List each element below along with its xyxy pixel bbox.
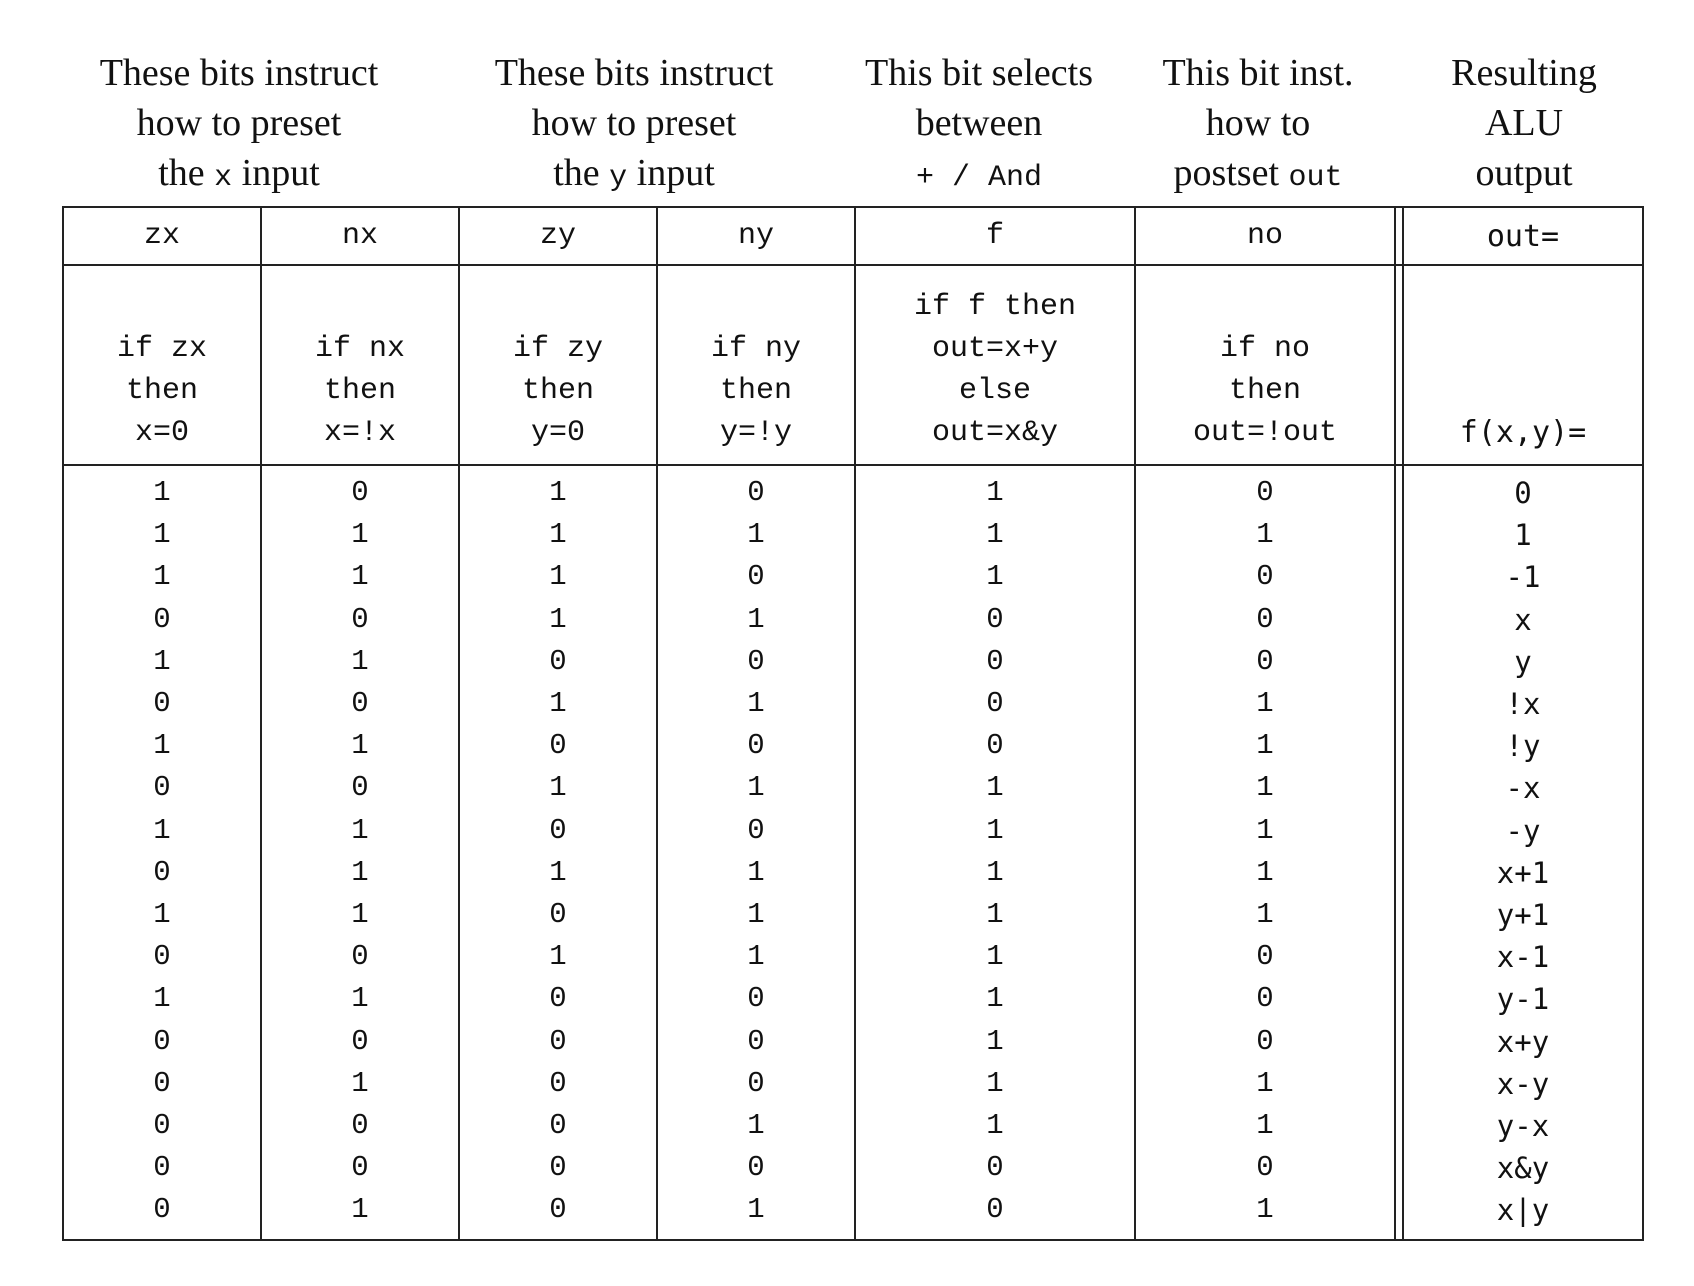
- table-row: [63, 810, 1643, 852]
- double-rule: [1395, 1063, 1403, 1105]
- cell-zy: 1: [459, 767, 657, 809]
- cell-out: x-1: [1403, 936, 1643, 978]
- cell-zx: 0: [63, 1020, 261, 1062]
- cell-out: 1: [1403, 514, 1643, 556]
- cell-zy: 1: [459, 465, 657, 514]
- cell-ny: 1: [657, 683, 855, 725]
- cell-nx: 0: [261, 599, 459, 641]
- cell-f: 1: [855, 556, 1135, 598]
- double-rule: [1395, 265, 1403, 465]
- cell-no: 1: [1135, 725, 1395, 767]
- table-row: [63, 1020, 1643, 1062]
- cell-nx: 1: [261, 556, 459, 598]
- double-rule: [1395, 852, 1403, 894]
- alu-truth-table: [62, 206, 1644, 1241]
- cell-ny: 0: [657, 465, 855, 514]
- cell-out: x: [1403, 599, 1643, 641]
- cell-ny: 0: [657, 1063, 855, 1105]
- cell-out: 0: [1403, 465, 1643, 514]
- cell-out: !y: [1403, 725, 1643, 767]
- cell-zy: 0: [459, 1189, 657, 1240]
- cell-ny: 0: [657, 641, 855, 683]
- cell-out: !x: [1403, 683, 1643, 725]
- cell-f: 0: [855, 725, 1135, 767]
- table-row: [63, 683, 1643, 725]
- cell-nx: 0: [261, 1105, 459, 1147]
- table-row: [63, 465, 1643, 514]
- double-rule: [1395, 978, 1403, 1020]
- cell-zy: 1: [459, 936, 657, 978]
- double-rule: [1395, 1189, 1403, 1240]
- cell-no: 0: [1135, 641, 1395, 683]
- cell-zx: 1: [63, 556, 261, 598]
- cell-zy: 1: [459, 683, 657, 725]
- cell-no: 0: [1135, 1020, 1395, 1062]
- cell-zy: 0: [459, 978, 657, 1020]
- cell-out: y: [1403, 641, 1643, 683]
- desc-f: if f then out=x+y else out=x&y: [855, 265, 1135, 465]
- cell-f: 1: [855, 1063, 1135, 1105]
- table-row: [63, 767, 1643, 809]
- cell-no: 0: [1135, 556, 1395, 598]
- desc-ny: if ny then y=!y: [657, 265, 855, 465]
- cell-ny: 0: [657, 556, 855, 598]
- cell-out: -y: [1403, 810, 1643, 852]
- double-rule: [1395, 514, 1403, 556]
- cell-ny: 0: [657, 978, 855, 1020]
- cell-out: -1: [1403, 556, 1643, 598]
- cell-f: 0: [855, 683, 1135, 725]
- cell-zy: 1: [459, 852, 657, 894]
- cell-out: x+1: [1403, 852, 1643, 894]
- cell-no: 1: [1135, 767, 1395, 809]
- cell-nx: 0: [261, 767, 459, 809]
- header-zx: zx: [63, 207, 261, 265]
- cell-ny: 0: [657, 810, 855, 852]
- cell-ny: 0: [657, 1147, 855, 1189]
- cell-nx: 1: [261, 641, 459, 683]
- table-row: [63, 556, 1643, 598]
- desc-zy: if zy then y=0: [459, 265, 657, 465]
- table-row: [63, 978, 1643, 1020]
- cell-no: 0: [1135, 936, 1395, 978]
- table-row: [63, 725, 1643, 767]
- cell-f: 1: [855, 852, 1135, 894]
- cell-f: 0: [855, 1147, 1135, 1189]
- desc-nx: if nx then x=!x: [261, 265, 459, 465]
- cell-nx: 0: [261, 1020, 459, 1062]
- cell-out: y+1: [1403, 894, 1643, 936]
- caption-preset-x: These bits instruct how to preset the x input: [99, 52, 379, 195]
- cell-zx: 1: [63, 641, 261, 683]
- caption-preset-y: These bits instruct how to preset the y input: [494, 52, 774, 195]
- double-rule: [1395, 1147, 1403, 1189]
- cell-no: 1: [1135, 1063, 1395, 1105]
- cell-zx: 1: [63, 978, 261, 1020]
- cell-nx: 0: [261, 683, 459, 725]
- cell-nx: 1: [261, 514, 459, 556]
- cell-f: 1: [855, 936, 1135, 978]
- cell-nx: 1: [261, 1189, 459, 1240]
- cell-zx: 1: [63, 465, 261, 514]
- cell-nx: 1: [261, 852, 459, 894]
- double-rule: [1395, 810, 1403, 852]
- cell-ny: 1: [657, 767, 855, 809]
- cell-out: -x: [1403, 767, 1643, 809]
- table-row: [63, 894, 1643, 936]
- header-nx: nx: [261, 207, 459, 265]
- double-rule: [1395, 1105, 1403, 1147]
- cell-nx: 1: [261, 810, 459, 852]
- caption-postset-out: This bit inst. how to postset out: [1162, 52, 1354, 195]
- cell-zx: 0: [63, 767, 261, 809]
- cell-out: x-y: [1403, 1063, 1643, 1105]
- cell-zx: 0: [63, 683, 261, 725]
- description-row: [63, 265, 1643, 465]
- header-f: f: [855, 207, 1135, 265]
- header-zy: zy: [459, 207, 657, 265]
- desc-no: if no then out=!out: [1135, 265, 1395, 465]
- cell-f: 0: [855, 599, 1135, 641]
- cell-no: 0: [1135, 465, 1395, 514]
- cell-ny: 1: [657, 599, 855, 641]
- desc-zx: if zx then x=0: [63, 265, 261, 465]
- table-row: [63, 514, 1643, 556]
- double-rule: [1395, 683, 1403, 725]
- cell-f: 1: [855, 810, 1135, 852]
- caption-select-function: This bit selects between + / And: [865, 52, 1093, 195]
- cell-no: 1: [1135, 852, 1395, 894]
- cell-f: 1: [855, 767, 1135, 809]
- cell-out: x+y: [1403, 1020, 1643, 1062]
- double-rule: [1395, 936, 1403, 978]
- cell-zx: 0: [63, 1105, 261, 1147]
- double-rule: [1395, 1020, 1403, 1062]
- cell-no: 1: [1135, 894, 1395, 936]
- header-no: no: [1135, 207, 1395, 265]
- cell-zy: 0: [459, 1105, 657, 1147]
- cell-nx: 0: [261, 936, 459, 978]
- double-rule: [1395, 207, 1403, 265]
- cell-no: 0: [1135, 599, 1395, 641]
- cell-nx: 1: [261, 978, 459, 1020]
- cell-out: x&y: [1403, 1147, 1643, 1189]
- table-row: [63, 1063, 1643, 1105]
- table-row: [63, 641, 1643, 683]
- header-row: [63, 207, 1643, 265]
- cell-no: 1: [1135, 514, 1395, 556]
- cell-zx: 0: [63, 599, 261, 641]
- cell-zy: 0: [459, 894, 657, 936]
- double-rule: [1395, 725, 1403, 767]
- cell-zx: 1: [63, 810, 261, 852]
- cell-ny: 1: [657, 852, 855, 894]
- table-row: [63, 1105, 1643, 1147]
- cell-ny: 1: [657, 894, 855, 936]
- caption-alu-output: Resulting ALU output: [1451, 52, 1597, 194]
- cell-nx: 1: [261, 725, 459, 767]
- cell-f: 1: [855, 514, 1135, 556]
- table-row: [63, 1189, 1643, 1240]
- cell-zy: 1: [459, 514, 657, 556]
- cell-zx: 0: [63, 1147, 261, 1189]
- cell-zy: 1: [459, 556, 657, 598]
- double-rule: [1395, 641, 1403, 683]
- header-out: out=: [1403, 207, 1643, 265]
- cell-no: 1: [1135, 810, 1395, 852]
- double-rule: [1395, 599, 1403, 641]
- cell-zx: 1: [63, 894, 261, 936]
- header-ny: ny: [657, 207, 855, 265]
- cell-no: 1: [1135, 1189, 1395, 1240]
- double-rule: [1395, 894, 1403, 936]
- cell-zy: 0: [459, 810, 657, 852]
- cell-f: 1: [855, 894, 1135, 936]
- table-row: [63, 936, 1643, 978]
- cell-ny: 1: [657, 1105, 855, 1147]
- cell-ny: 0: [657, 725, 855, 767]
- cell-zy: 0: [459, 1020, 657, 1062]
- cell-no: 0: [1135, 978, 1395, 1020]
- cell-f: 0: [855, 1189, 1135, 1240]
- table-row: [63, 1147, 1643, 1189]
- cell-f: 1: [855, 978, 1135, 1020]
- cell-f: 1: [855, 465, 1135, 514]
- double-rule: [1395, 556, 1403, 598]
- cell-nx: 1: [261, 1063, 459, 1105]
- cell-nx: 1: [261, 894, 459, 936]
- cell-out: x|y: [1403, 1189, 1643, 1240]
- double-rule: [1395, 465, 1403, 514]
- cell-f: 1: [855, 1105, 1135, 1147]
- cell-no: 1: [1135, 1105, 1395, 1147]
- cell-zx: 0: [63, 936, 261, 978]
- cell-ny: 1: [657, 514, 855, 556]
- cell-out: y-x: [1403, 1105, 1643, 1147]
- cell-no: 0: [1135, 1147, 1395, 1189]
- cell-ny: 1: [657, 1189, 855, 1240]
- cell-ny: 0: [657, 1020, 855, 1062]
- double-rule: [1395, 767, 1403, 809]
- cell-zy: 0: [459, 725, 657, 767]
- cell-zy: 0: [459, 641, 657, 683]
- cell-zx: 1: [63, 725, 261, 767]
- cell-zy: 0: [459, 1063, 657, 1105]
- cell-nx: 0: [261, 465, 459, 514]
- cell-f: 0: [855, 641, 1135, 683]
- desc-out: f(x,y)=: [1403, 265, 1643, 465]
- cell-zx: 0: [63, 1063, 261, 1105]
- cell-zx: 1: [63, 514, 261, 556]
- cell-zx: 0: [63, 1189, 261, 1240]
- cell-no: 1: [1135, 683, 1395, 725]
- cell-zx: 0: [63, 852, 261, 894]
- cell-nx: 0: [261, 1147, 459, 1189]
- table-row: [63, 852, 1643, 894]
- cell-ny: 1: [657, 936, 855, 978]
- cell-out: y-1: [1403, 978, 1643, 1020]
- cell-zy: 1: [459, 599, 657, 641]
- cell-zy: 0: [459, 1147, 657, 1189]
- table-row: [63, 599, 1643, 641]
- cell-f: 1: [855, 1020, 1135, 1062]
- column-group-captions: [63, 48, 1641, 198]
